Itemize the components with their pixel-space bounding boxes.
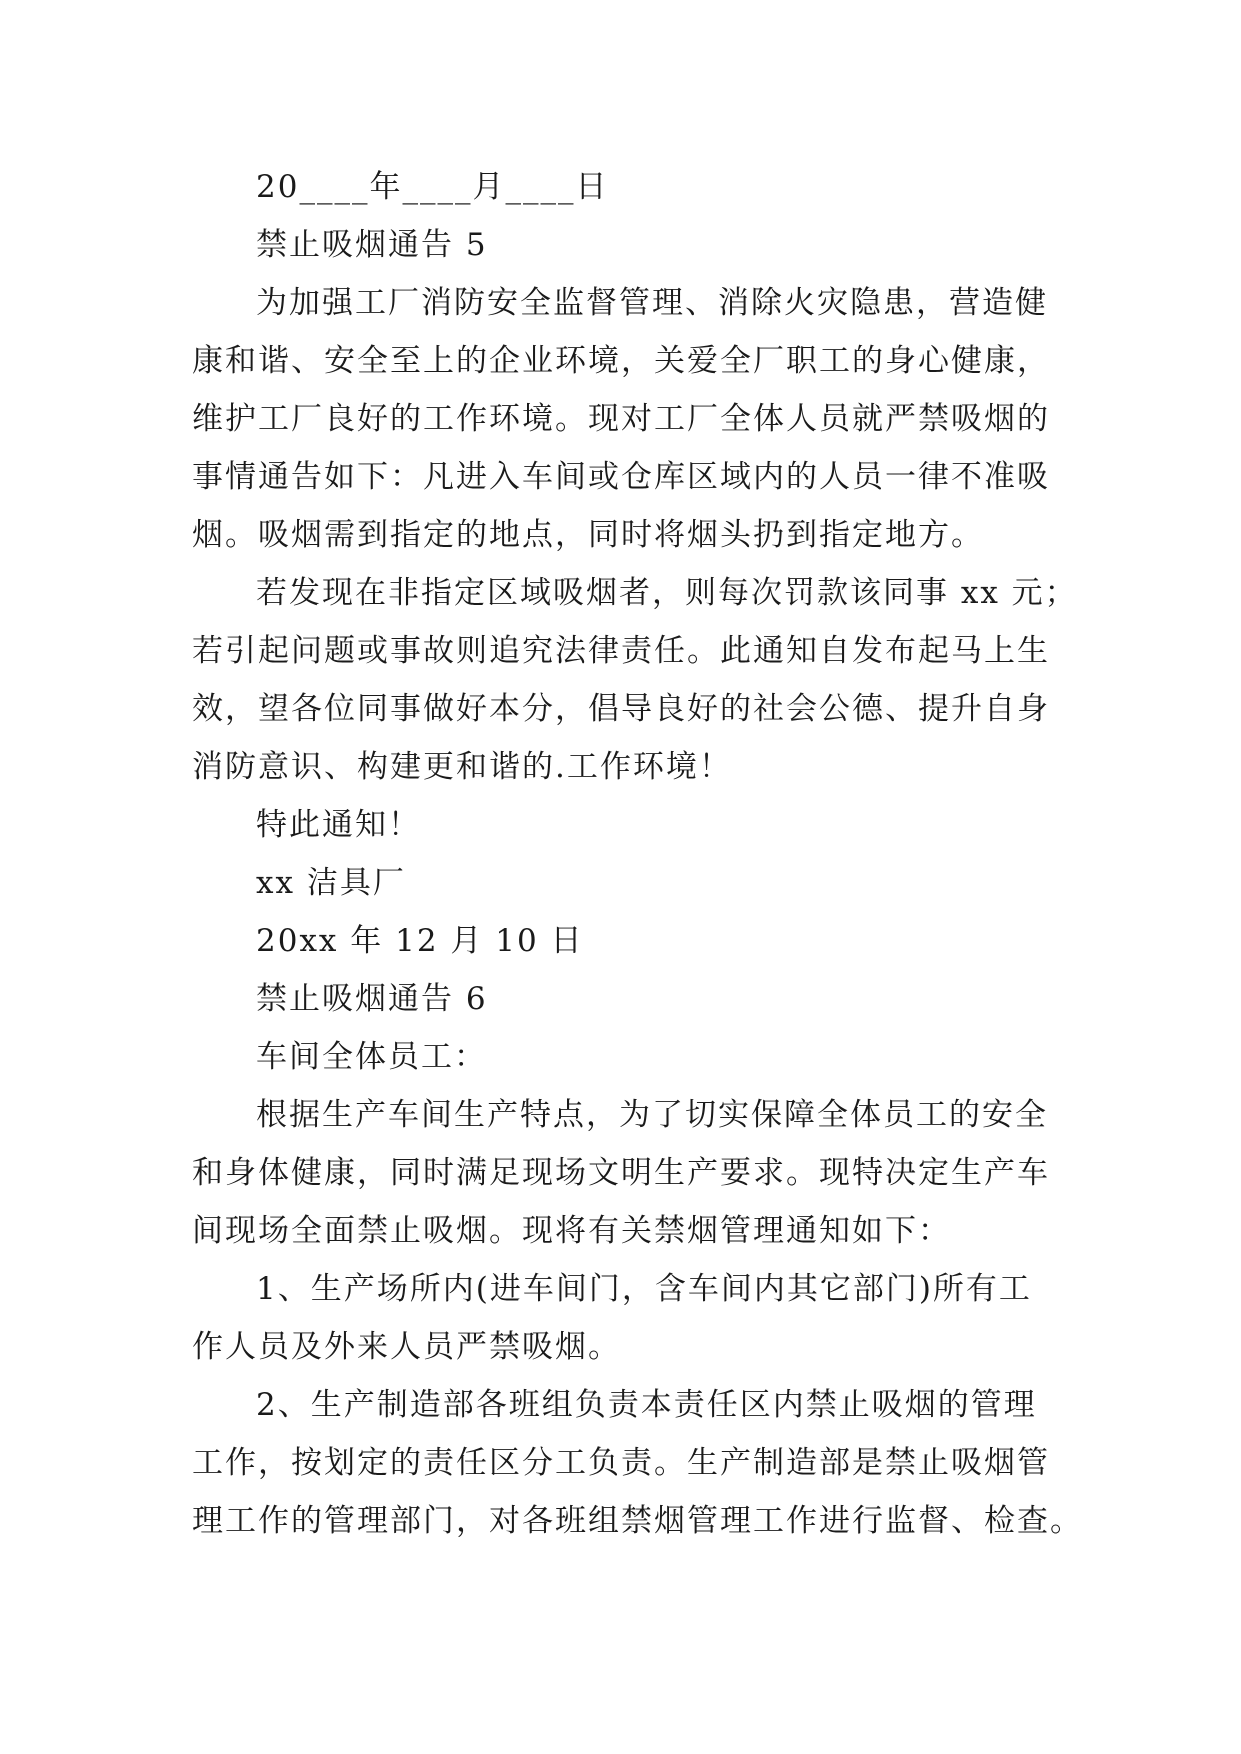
paragraph-line: 工作，按划定的责任区分工负责。生产制造部是禁止吸烟管 (192, 1445, 1050, 1481)
notice5-paragraph-1 (192, 274, 1054, 564)
paragraph-line: 间现场全面禁止吸烟。现将有关禁烟管理通知如下： (192, 1213, 951, 1249)
paragraph-line: 为加强工厂消防安全监督管理、消除火灾隐患，营造健 (256, 285, 1048, 321)
paragraph-line: 2、生产制造部各班组负责本责任区内禁止吸烟的管理 (256, 1387, 1037, 1423)
paragraph-line: 若引起问题或事故则追究法律责任。此通知自发布起马上生 (192, 633, 1050, 669)
notice6-item-2 (192, 1376, 1083, 1550)
notice5-closing: 特此通知！ (256, 807, 421, 843)
paragraph-line: 根据生产车间生产特点，为了切实保障全体员工的安全 (256, 1097, 1048, 1133)
notice6-title: 禁止吸烟通告 6 (256, 981, 488, 1017)
paragraph-line: 理工作的管理部门，对各班组禁烟管理工作进行监督、检查。 (192, 1503, 1083, 1539)
paragraph-line: 消防意识、构建更和谐的.工作环境！ (192, 749, 732, 785)
notice5-signer: xx 洁具厂 (256, 865, 406, 901)
notice6-salutation: 车间全体员工： (256, 1039, 487, 1075)
notice6-paragraph-1 (192, 1086, 1054, 1260)
notice5-title: 禁止吸烟通告 5 (256, 227, 488, 263)
paragraph-line: 烟。吸烟需到指定的地点，同时将烟头扔到指定地方。 (192, 517, 984, 553)
notice5-date: 20xx 年 12 月 10 日 (256, 923, 584, 959)
paragraph-line: 康和谐、安全至上的企业环境，关爱全厂职工的身心健康， (192, 343, 1050, 379)
paragraph-line: 事情通告如下：凡进入车间或仓库区域内的人员一律不准吸 (192, 459, 1050, 495)
notice5-paragraph-2 (192, 564, 1078, 796)
paragraph-line: 效，望各位同事做好本分，倡导良好的社会公德、提升自身 (192, 691, 1050, 727)
paragraph-line: 维护工厂良好的工作环境。现对工厂全体人员就严禁吸烟的 (192, 401, 1050, 437)
paragraph-line: 和身体健康，同时满足现场文明生产要求。现特决定生产车 (192, 1155, 1050, 1191)
paragraph-line: 1、生产场所内(进车间门，含车间内其它部门)所有工 (256, 1271, 1032, 1307)
paragraph-line: 若发现在非指定区域吸烟者，则每次罚款该同事 xx 元； (256, 575, 1078, 611)
notice6-item-1 (192, 1260, 1054, 1376)
paragraph-line: 作人员及外来人员严禁吸烟。 (192, 1329, 621, 1365)
document-page (192, 158, 1083, 1550)
date-blank-line: 20____年____月____日 (256, 169, 609, 205)
